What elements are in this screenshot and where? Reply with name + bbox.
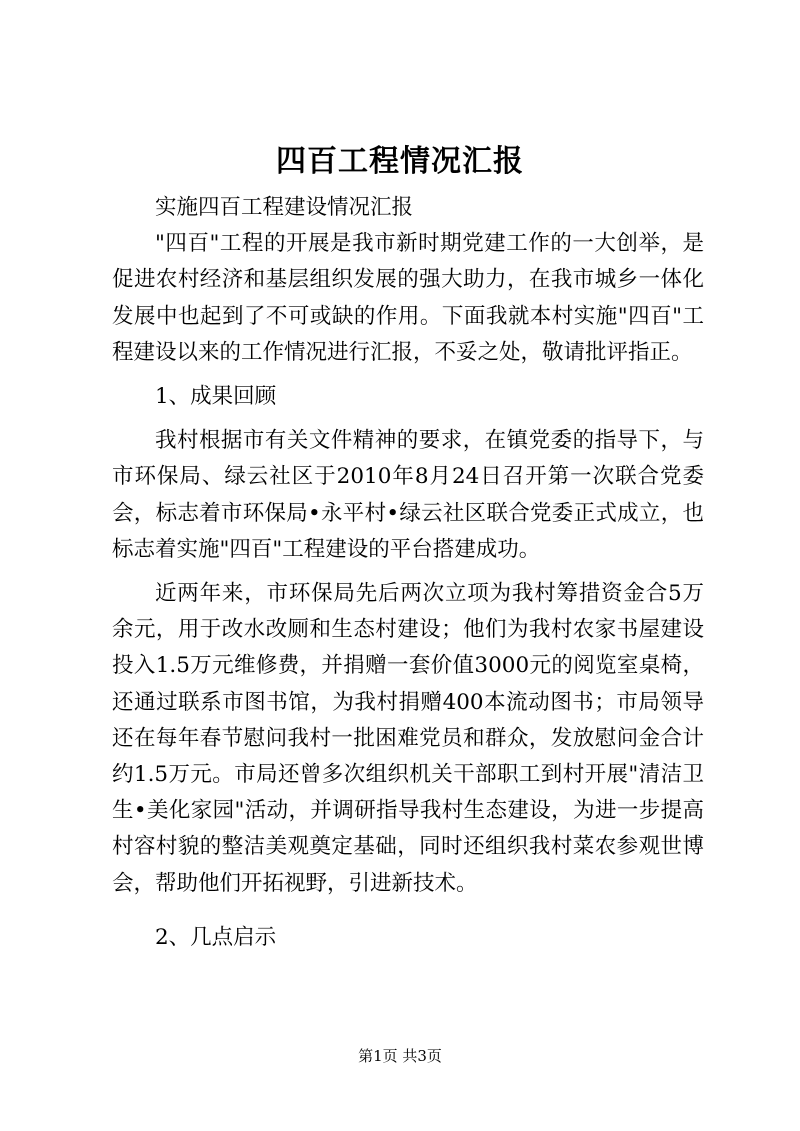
document-title: 四百工程情况汇报 xyxy=(276,144,524,179)
results-paragraph-2: 近两年来，市环保局先后两次立项为我村筹措资金合5万余元，用于改水改厕和生态村建设；他们为我村农家书屋建设投入1.5万元维修费，并捐赠一套价值3000元的阅览室桌椅，还通过联系市图书馆，为我村捐赠400本流动图书；市局领导还在每年春节慰问我村一批困难党员和群众，发放慰问金合计约1.5万元。市局还曾多次组织机关干部职工到村开展"清洁卫生•美化家园"活动，并调研指导我村生态建设，为进一步提高村容村貌的整洁美观奠定基础，同时还组织我村菜农参观世博会，帮助他们开拓视野，引进新技术。 xyxy=(112,581,704,896)
subtitle-paragraph: 实施四百工程建设情况汇报 xyxy=(155,195,414,220)
section-heading-insights: 2、几点启示 xyxy=(155,924,277,950)
intro-paragraph: "四百"工程的开展是我市新时期党建工作的一大创举，是促进农村经济和基层组织发展的强大助力，在我市城乡一体化发展中也起到了不可或缺的作用。下面我就本村实施"四百"工程建设以来的工作情况进行汇报，不妥之处，敬请批评指正。 xyxy=(112,231,704,365)
results-paragraph-1: 我村根据市有关文件精神的要求，在镇党委的指导下，与市环保局、绿云社区于2010年8月24日召开第一次联合党委会，标志着市环保局•永平村•绿云社区联合党委正式成立，也标志着实施"四百"工程建设的平台搭建成功。 xyxy=(112,428,704,562)
document-body xyxy=(112,190,704,956)
page-number-footer: 第1页 共3页 xyxy=(358,1047,442,1065)
section-heading-results: 1、成果回顾 xyxy=(155,384,277,410)
